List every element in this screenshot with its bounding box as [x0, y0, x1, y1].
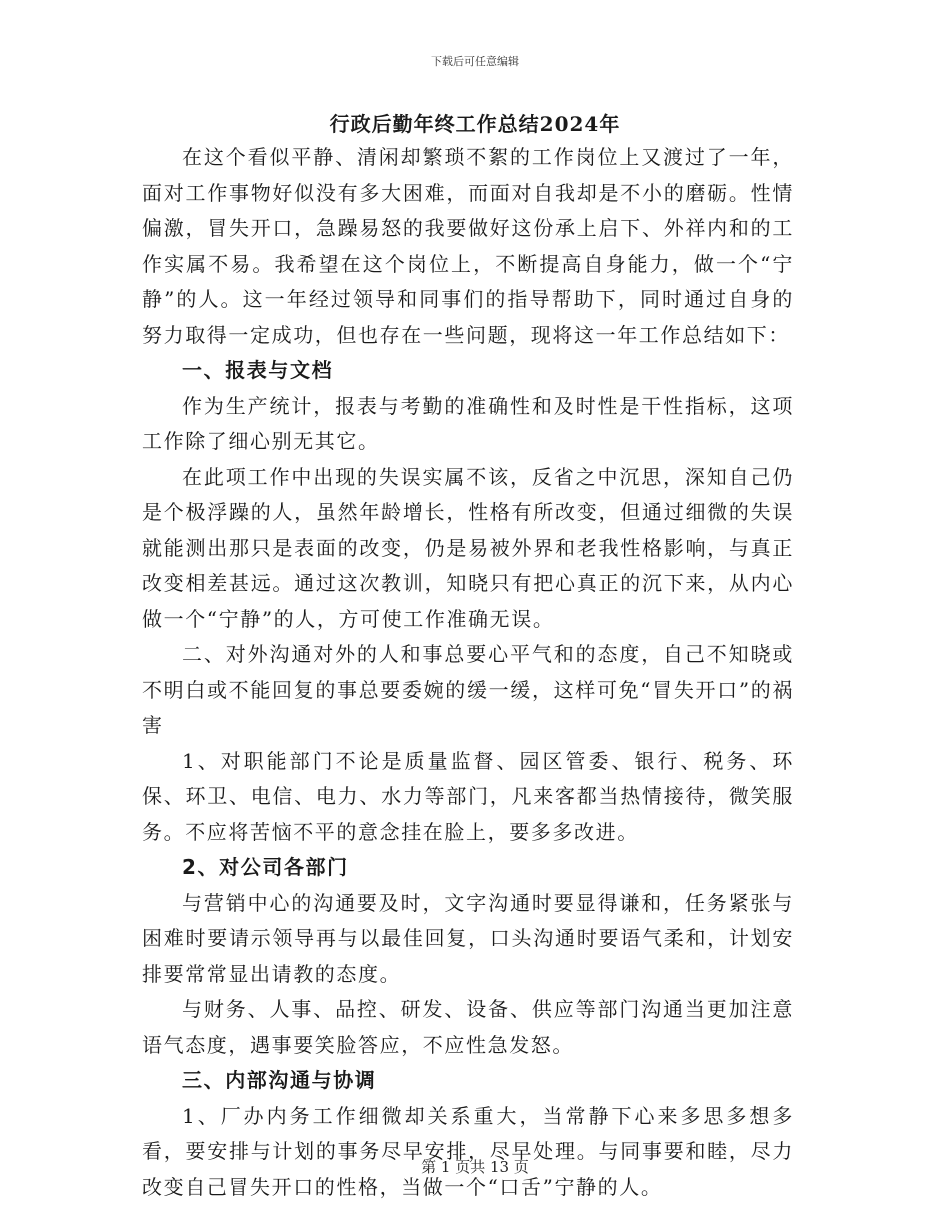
document-title: 行政后勤年终工作总结2024年: [329, 112, 621, 136]
body-paragraph: 1、厂办内务工作细微却关系重大，当常静下心来多思多想多看，要安排与计划的事务尽早安排，尽早处理。与同事要和睦，尽力改变自己冒失开口的性格，当做一个“口舌”宁静的人。: [142, 1103, 794, 1199]
section-heading-internal: 三、内部沟通与协调: [182, 1068, 377, 1092]
document-body: [142, 140, 794, 1205]
page-header: 下载后可任意编辑: [431, 55, 519, 68]
section-heading-reports: 一、报表与文档: [182, 358, 334, 382]
body-paragraph: 作为生产统计，报表与考勤的准确性和及时性是干性指标，这项工作除了细心别无其它。: [142, 393, 794, 453]
body-paragraph: 1、对职能部门不论是质量监督、园区管委、银行、税务、环保、环卫、电信、电力、水力等部门，凡来客都当热情接待，微笑服务。不应将苦恼不平的意念挂在脸上，要多多改进。: [142, 748, 794, 844]
body-paragraph: 在此项工作中出现的失误实属不该，反省之中沉思，深知自己仍是个极浮躁的人，虽然年龄增长，性格有所改变，但通过细微的失误就能测出那只是表面的改变，仍是易被外界和老我性格影响，与真正改变相差甚远。通过这次教训，知晓只有把心真正的沉下来，从内心做一个“宁静”的人，方可使工作准确无误。: [142, 464, 794, 631]
body-paragraph: 与营销中心的沟通要及时，文字沟通时要显得谦和，任务紧张与困难时要请示领导再与以最佳回复，口头沟通时要语气柔和，计划安排要常常显出请教的态度。: [142, 890, 794, 986]
body-paragraph: 与财务、人事、品控、研发、设备、供应等部门沟通当更加注意语气态度，遇事要笑脸答应，不应性急发怒。: [142, 997, 794, 1057]
section-heading-departments: 2、对公司各部门: [182, 855, 349, 879]
intro-paragraph: 在这个看似平静、清闲却繁琐不絮的工作岗位上又渡过了一年，面对工作事物好似没有多大困难，而面对自我却是不小的磨砺。性情偏激，冒失开口，急躁易怒的我要做好这份承上启下、外祥内和的工作实属不易。我希望在这个岗位上，不断提高自身能力，做一个“宁静”的人。这一年经过领导和同事们的指导帮助下，同时通过自身的努力取得一定成功，但也存在一些问题，现将这一年工作总结如下：: [142, 145, 794, 347]
section-paragraph-external: 二、对外沟通对外的人和事总要心平气和的态度，自己不知晓或不明白或不能回复的事总要委婉的缓一缓，这样可免“冒失开口”的祸害: [142, 642, 794, 737]
page-number: 第 1 页共 13 页: [421, 1158, 529, 1176]
